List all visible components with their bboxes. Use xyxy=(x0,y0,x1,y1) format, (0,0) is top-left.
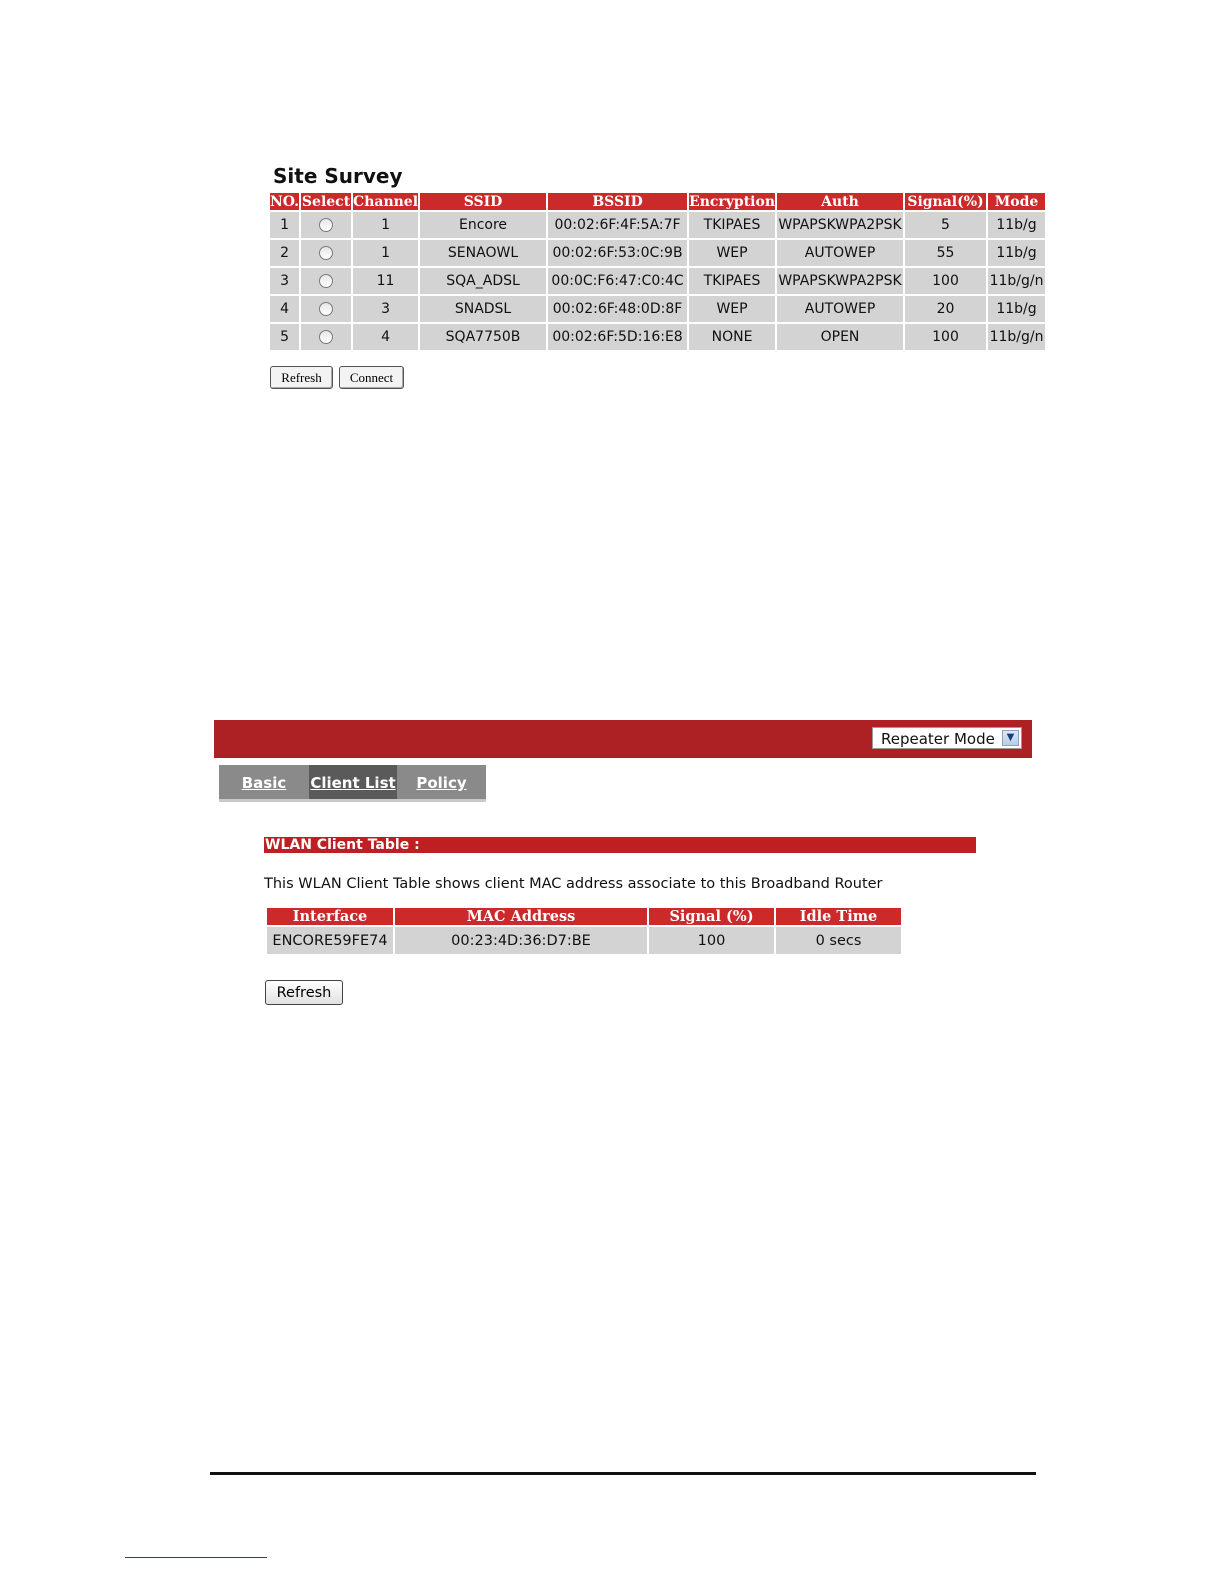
cell-no: 4 xyxy=(270,296,299,322)
site-survey-title: Site Survey xyxy=(273,164,403,188)
tab-client-list[interactable]: Client List xyxy=(309,765,397,799)
table-row xyxy=(270,268,1045,294)
select-radio[interactable] xyxy=(319,218,333,232)
footer-divider xyxy=(210,1472,1036,1475)
wlan-client-panel xyxy=(264,837,976,1005)
tab-bar xyxy=(219,765,486,799)
cell-encryption: NONE xyxy=(689,324,775,350)
top-header-bar xyxy=(214,720,1032,758)
col-header-ssid: SSID xyxy=(420,193,546,210)
cell-mode: 11b/g/n xyxy=(988,324,1045,350)
wlan-client-description: This WLAN Client Table shows client MAC address associate to this Broadband Router xyxy=(264,876,883,892)
cell-ssid: SQA_ADSL xyxy=(420,268,546,294)
tab-basic[interactable]: Basic xyxy=(241,774,287,792)
client-header-row xyxy=(267,908,901,925)
cell-mode: 11b/g xyxy=(988,296,1045,322)
footer-link-underline xyxy=(125,1557,267,1558)
cell-bssid: 00:02:6F:5D:16:E8 xyxy=(548,324,687,350)
cell-ssid: SNADSL xyxy=(420,296,546,322)
select-radio[interactable] xyxy=(319,274,333,288)
cell-no: 5 xyxy=(270,324,299,350)
table-row xyxy=(270,324,1045,350)
table-row xyxy=(270,296,1045,322)
connect-button[interactable]: Connect xyxy=(339,366,404,389)
mode-select-value: Repeater Mode xyxy=(881,730,995,748)
cell-bssid: 00:02:6F:4F:5A:7F xyxy=(548,212,687,238)
col-header-mode: Mode xyxy=(988,193,1045,210)
refresh-button[interactable]: Refresh xyxy=(270,366,333,389)
cell-no: 3 xyxy=(270,268,299,294)
cell-channel: 4 xyxy=(353,324,418,350)
cell-encryption: TKIPAES xyxy=(689,212,775,238)
cell-auth: AUTOWEP xyxy=(777,296,903,322)
col-header-no: NO. xyxy=(270,193,300,210)
cell-auth: WPAPSKWPA2PSK xyxy=(777,268,903,294)
select-radio[interactable] xyxy=(319,330,333,344)
table-row xyxy=(270,212,1045,238)
cell-encryption: WEP xyxy=(689,240,775,266)
cell-channel: 1 xyxy=(353,240,418,266)
col-header-auth: Auth xyxy=(777,193,903,210)
col-header-mac: MAC Address xyxy=(395,908,647,925)
cell-ssid: SQA7750B xyxy=(420,324,546,350)
cell-mode: 11b/g xyxy=(988,240,1045,266)
cell-auth: AUTOWEP xyxy=(777,240,903,266)
cell-no: 2 xyxy=(270,240,299,266)
cell-channel: 1 xyxy=(353,212,418,238)
cell-mode: 11b/g/n xyxy=(988,268,1045,294)
cell-signal: 20 xyxy=(905,296,986,322)
cell-select xyxy=(301,324,351,350)
col-header-select: Select xyxy=(301,193,351,210)
col-header-encryption: Encryption xyxy=(689,193,776,210)
cell-signal: 100 xyxy=(649,927,774,954)
cell-signal: 100 xyxy=(905,324,986,350)
table-row xyxy=(267,927,901,954)
cell-select xyxy=(301,240,351,266)
cell-signal: 100 xyxy=(905,268,986,294)
col-header-signal: Signal (%) xyxy=(649,908,774,925)
mode-select[interactable] xyxy=(872,727,1022,749)
client-refresh-button[interactable]: Refresh xyxy=(265,980,343,1005)
cell-mode: 11b/g xyxy=(988,212,1045,238)
tab-policy[interactable]: Policy xyxy=(416,774,467,792)
cell-auth: WPAPSKWPA2PSK xyxy=(777,212,903,238)
cell-encryption: WEP xyxy=(689,296,775,322)
cell-signal: 55 xyxy=(905,240,986,266)
cell-idle-time: 0 secs xyxy=(776,927,901,954)
table-row xyxy=(270,240,1045,266)
cell-signal: 5 xyxy=(905,212,986,238)
cell-channel: 3 xyxy=(353,296,418,322)
cell-select xyxy=(301,268,351,294)
cell-no: 1 xyxy=(270,212,299,238)
site-survey-header-row xyxy=(270,193,1045,210)
cell-ssid: SENAOWL xyxy=(420,240,546,266)
col-header-channel: Channel xyxy=(353,193,419,210)
cell-bssid: 00:0C:F6:47:C0:4C xyxy=(548,268,687,294)
cell-mac: 00:23:4D:36:D7:BE xyxy=(395,927,647,954)
wlan-client-table xyxy=(265,906,903,956)
wlan-client-table-heading: WLAN Client Table : xyxy=(264,837,976,853)
site-survey-panel xyxy=(270,164,1050,389)
site-survey-table xyxy=(268,191,1047,352)
cell-bssid: 00:02:6F:48:0D:8F xyxy=(548,296,687,322)
cell-channel: 11 xyxy=(353,268,418,294)
select-radio[interactable] xyxy=(319,246,333,260)
select-radio[interactable] xyxy=(319,302,333,316)
chevron-down-icon[interactable]: ▼ xyxy=(1002,730,1019,746)
cell-auth: OPEN xyxy=(777,324,903,350)
cell-select xyxy=(301,296,351,322)
col-header-idle-time: Idle Time xyxy=(776,908,901,925)
col-header-signal: Signal(%) xyxy=(905,193,986,210)
cell-encryption: TKIPAES xyxy=(689,268,775,294)
site-survey-button-row xyxy=(270,366,1050,389)
col-header-interface: Interface xyxy=(267,908,393,925)
cell-bssid: 00:02:6F:53:0C:9B xyxy=(548,240,687,266)
cell-interface: ENCORE59FE74 xyxy=(267,927,393,954)
col-header-bssid: BSSID xyxy=(548,193,687,210)
cell-ssid: Encore xyxy=(420,212,546,238)
cell-select xyxy=(301,212,351,238)
